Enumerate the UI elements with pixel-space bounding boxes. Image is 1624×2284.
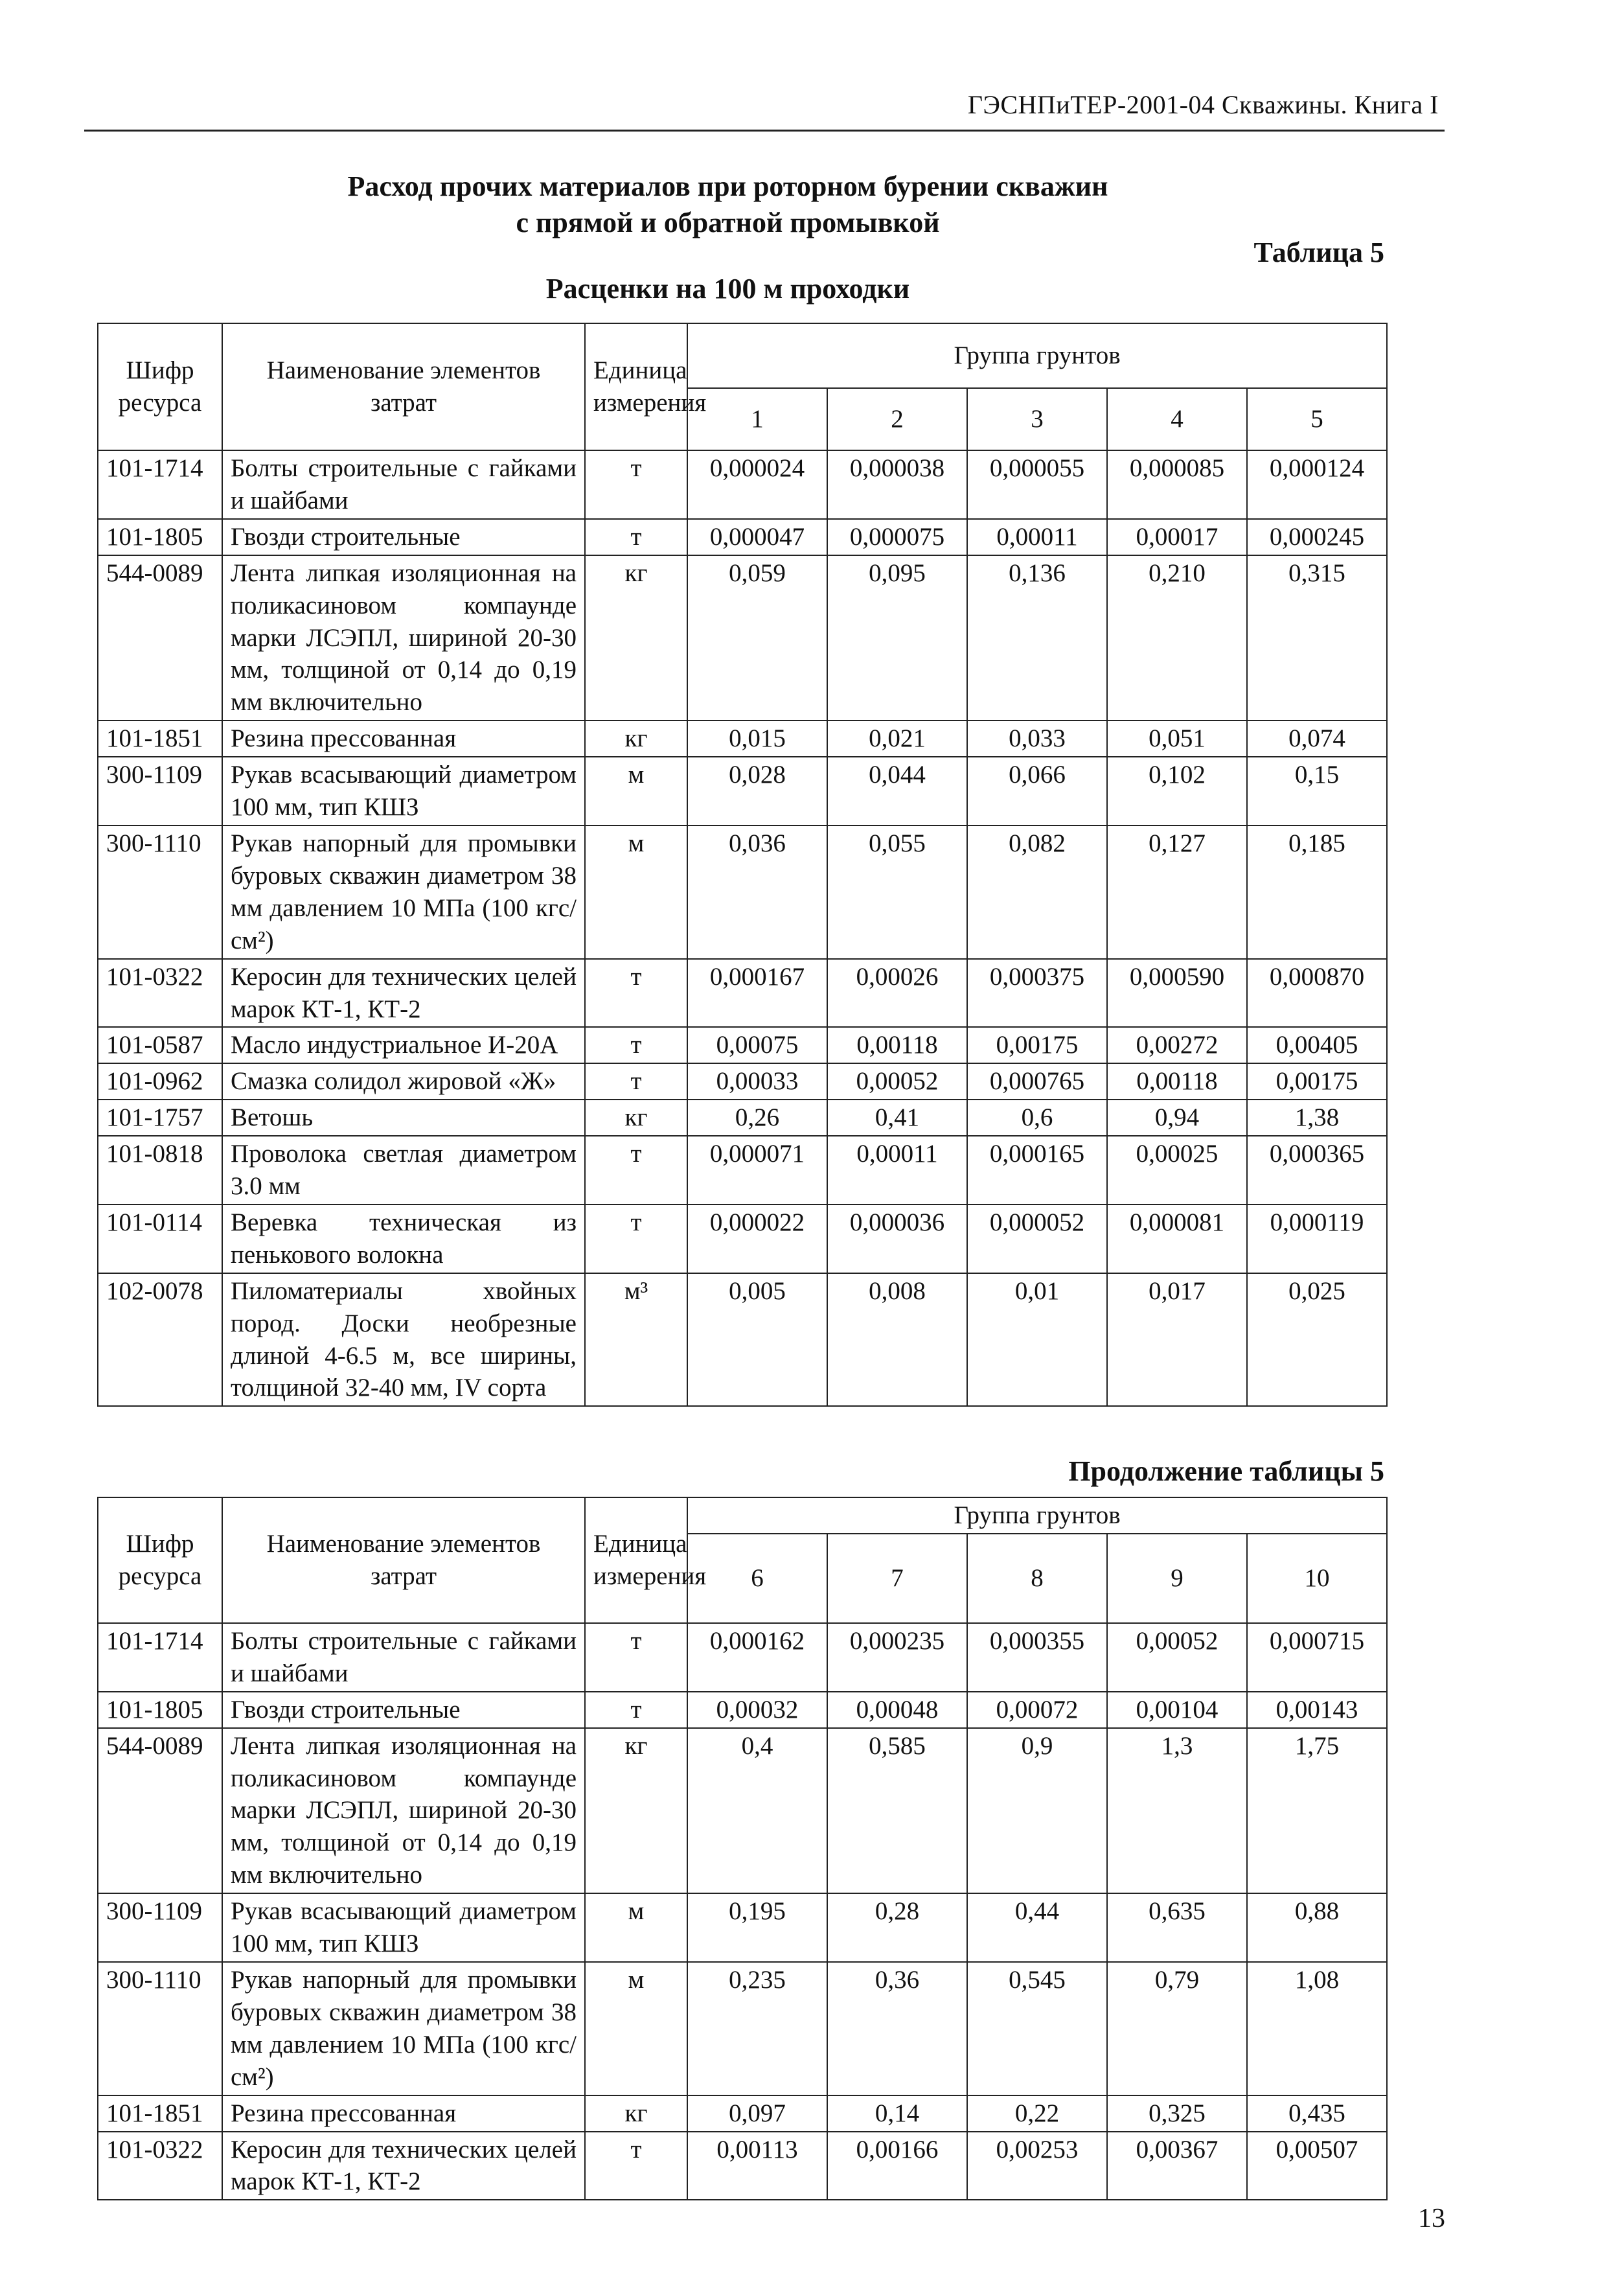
rate-value: 0,01 — [967, 1273, 1107, 1407]
table-row — [98, 555, 1387, 721]
unit-of-measure: т — [585, 1692, 687, 1728]
rate-value: 0,000075 — [827, 519, 967, 555]
resource-code: 300-1110 — [98, 825, 222, 959]
table-row — [98, 1027, 1387, 1063]
rate-value: 0,6 — [967, 1100, 1107, 1136]
rate-value: 0,000235 — [827, 1623, 967, 1692]
rate-value: 0,095 — [827, 555, 967, 721]
unit-of-measure: т — [585, 519, 687, 555]
unit-of-measure: т — [585, 1136, 687, 1205]
rate-value: 0,28 — [827, 1893, 967, 1962]
rate-value: 0,00025 — [1107, 1136, 1247, 1205]
page-title-line-1: Расход прочих материалов при роторном бурении скважин — [347, 170, 1108, 202]
rate-value: 0,028 — [687, 757, 827, 825]
rate-value: 0,00052 — [827, 1063, 967, 1100]
unit-of-measure: кг — [585, 1100, 687, 1136]
table-row — [98, 825, 1387, 959]
rate-value: 0,000022 — [687, 1205, 827, 1273]
rate-value: 0,008 — [827, 1273, 967, 1407]
header-group-1: 1 — [687, 388, 827, 450]
rate-value: 0,79 — [1107, 1962, 1247, 2095]
table-row — [98, 721, 1387, 757]
rate-value: 1,75 — [1247, 1728, 1387, 1894]
resource-code: 101-0587 — [98, 1027, 222, 1063]
rate-value: 0,00113 — [687, 2132, 827, 2200]
rate-value: 0,00507 — [1247, 2132, 1387, 2200]
rate-value: 0,000047 — [687, 519, 827, 555]
rate-value: 0,033 — [967, 721, 1107, 757]
continuation-label: Продолжение таблицы 5 — [1068, 1455, 1384, 1487]
rate-value: 0,00272 — [1107, 1027, 1247, 1063]
rate-value: 0,9 — [967, 1728, 1107, 1894]
element-name: Ветошь — [222, 1100, 585, 1136]
element-name: Рукав напорный для промывки буровых скважин диаметром 38 мм давлением 10 МПа (100 кгс/см²) — [222, 1962, 585, 2095]
rate-value: 0,127 — [1107, 825, 1247, 959]
resource-code: 544-0089 — [98, 1728, 222, 1894]
element-name: Веревка техническая из пенькового волокна — [222, 1205, 585, 1273]
rate-value: 0,025 — [1247, 1273, 1387, 1407]
rate-value: 0,082 — [967, 825, 1107, 959]
header-group-5: 5 — [1247, 388, 1387, 450]
unit-of-measure: м — [585, 757, 687, 825]
resource-code: 101-1851 — [98, 2095, 222, 2132]
rate-value: 0,185 — [1247, 825, 1387, 959]
rate-value: 0,000036 — [827, 1205, 967, 1273]
element-name: Гвозди строительные — [222, 1692, 585, 1728]
header-group-4: 4 — [1107, 388, 1247, 450]
rate-value: 0,00011 — [967, 519, 1107, 555]
rate-value: 0,102 — [1107, 757, 1247, 825]
rate-value: 0,074 — [1247, 721, 1387, 757]
element-name: Проволока светлая диаметром 3.0 мм — [222, 1136, 585, 1205]
unit-of-measure: т — [585, 1063, 687, 1100]
rate-value: 0,000052 — [967, 1205, 1107, 1273]
header-unit: Единица измерения — [585, 323, 687, 450]
element-name: Болты строительные с гайками и шайбами — [222, 450, 585, 519]
rate-value: 0,000165 — [967, 1136, 1107, 1205]
table-row — [98, 2095, 1387, 2132]
page-number: 13 — [1418, 2204, 1445, 2233]
table-row — [98, 1893, 1387, 1962]
rate-value: 0,015 — [687, 721, 827, 757]
unit-of-measure: т — [585, 450, 687, 519]
element-name: Резина прессованная — [222, 721, 585, 757]
rate-value: 0,00026 — [827, 959, 967, 1028]
header-group-8: 8 — [967, 1534, 1107, 1623]
rate-value: 0,00048 — [827, 1692, 967, 1728]
header-name: Наименование элементов затрат — [222, 323, 585, 450]
rate-value: 0,00033 — [687, 1063, 827, 1100]
unit-of-measure: т — [585, 1205, 687, 1273]
rate-value: 0,00143 — [1247, 1692, 1387, 1728]
rate-value: 0,235 — [687, 1962, 827, 2095]
rate-value: 0,00017 — [1107, 519, 1247, 555]
unit-of-measure: м³ — [585, 1273, 687, 1407]
resource-code: 300-1109 — [98, 1893, 222, 1962]
table-row — [98, 1692, 1387, 1728]
rate-value: 0,051 — [1107, 721, 1247, 757]
rate-value: 0,000024 — [687, 450, 827, 519]
element-name: Гвозди строительные — [222, 519, 585, 555]
unit-of-measure: кг — [585, 1728, 687, 1894]
element-name: Рукав напорный для промывки буровых скважин диаметром 38 мм давлением 10 МПа (100 кгс/см²) — [222, 825, 585, 959]
rate-value: 0,000167 — [687, 959, 827, 1028]
header-soil-group: Группа грунтов — [687, 1497, 1387, 1534]
rate-value: 0,036 — [687, 825, 827, 959]
resource-code: 101-1851 — [98, 721, 222, 757]
rate-value: 0,017 — [1107, 1273, 1247, 1407]
rate-value: 0,00032 — [687, 1692, 827, 1728]
table-row — [98, 1205, 1387, 1273]
rate-value: 0,000765 — [967, 1063, 1107, 1100]
rate-value: 0,635 — [1107, 1893, 1247, 1962]
header-group-7: 7 — [827, 1534, 967, 1623]
rate-value: 1,38 — [1247, 1100, 1387, 1136]
resource-code: 102-0078 — [98, 1273, 222, 1407]
rate-value: 0,195 — [687, 1893, 827, 1962]
resource-code: 101-0818 — [98, 1136, 222, 1205]
header-group-2: 2 — [827, 388, 967, 450]
rate-value: 0,000085 — [1107, 450, 1247, 519]
rate-value: 0,000870 — [1247, 959, 1387, 1028]
rate-value: 0,000245 — [1247, 519, 1387, 555]
table-row — [98, 519, 1387, 555]
rate-value: 0,00118 — [827, 1027, 967, 1063]
resource-code: 101-1805 — [98, 1692, 222, 1728]
resource-code: 101-1757 — [98, 1100, 222, 1136]
resource-code: 300-1109 — [98, 757, 222, 825]
rate-value: 0,325 — [1107, 2095, 1247, 2132]
rate-value: 0,00118 — [1107, 1063, 1247, 1100]
rate-value: 0,000081 — [1107, 1205, 1247, 1273]
table-row — [98, 757, 1387, 825]
rate-value: 0,00166 — [827, 2132, 967, 2200]
table-row — [98, 1100, 1387, 1136]
element-name: Пиломатериалы хвойных пород. Доски необрезные длиной 4-6.5 м, все ширины, толщиной 32-40 мм, IV сорта — [222, 1273, 585, 1407]
rate-value: 0,136 — [967, 555, 1107, 721]
rate-value: 0,00175 — [967, 1027, 1107, 1063]
rate-value: 0,22 — [967, 2095, 1107, 2132]
header-group-10: 10 — [1247, 1534, 1387, 1623]
element-name: Рукав всасывающий диаметром 100 мм, тип КШЗ — [222, 1893, 585, 1962]
table-row — [98, 1623, 1387, 1692]
rate-value: 0,000119 — [1247, 1205, 1387, 1273]
element-name: Рукав всасывающий диаметром 100 мм, тип КШЗ — [222, 757, 585, 825]
rate-value: 0,00405 — [1247, 1027, 1387, 1063]
rate-value: 0,00253 — [967, 2132, 1107, 2200]
rate-value: 0,000365 — [1247, 1136, 1387, 1205]
rate-value: 0,210 — [1107, 555, 1247, 721]
header-name: Наименование элементов затрат — [222, 1497, 585, 1623]
resource-code: 544-0089 — [98, 555, 222, 721]
resource-code: 101-1714 — [98, 1623, 222, 1692]
rate-value: 0,00104 — [1107, 1692, 1247, 1728]
rate-value: 0,059 — [687, 555, 827, 721]
resource-code: 101-0322 — [98, 2132, 222, 2200]
element-name: Масло индустриальное И-20А — [222, 1027, 585, 1063]
header-group-3: 3 — [967, 388, 1107, 450]
rate-value: 0,000071 — [687, 1136, 827, 1205]
rate-value: 0,000355 — [967, 1623, 1107, 1692]
rate-value: 0,315 — [1247, 555, 1387, 721]
resource-code: 101-1714 — [98, 450, 222, 519]
rate-value: 0,585 — [827, 1728, 967, 1894]
table-row — [98, 2132, 1387, 2200]
header-code: Шифр ресурса — [98, 1497, 222, 1623]
rate-value: 0,00075 — [687, 1027, 827, 1063]
unit-of-measure: м — [585, 1893, 687, 1962]
rate-value: 0,066 — [967, 757, 1107, 825]
element-name: Резина прессованная — [222, 2095, 585, 2132]
header-group-9: 9 — [1107, 1534, 1247, 1623]
rate-value: 0,005 — [687, 1273, 827, 1407]
table-row — [98, 959, 1387, 1028]
rate-value: 0,435 — [1247, 2095, 1387, 2132]
unit-of-measure: кг — [585, 2095, 687, 2132]
header-rule — [84, 130, 1445, 132]
element-name: Лента липкая изоляционная на поликасиновом компаунде марки ЛСЭПЛ, шириной 20-30 мм, толщиной от 0,14 до 0,19 мм включительно — [222, 1728, 585, 1894]
resource-code: 101-0962 — [98, 1063, 222, 1100]
unit-of-measure: т — [585, 2132, 687, 2200]
rate-value: 0,000715 — [1247, 1623, 1387, 1692]
rate-value: 0,00011 — [827, 1136, 967, 1205]
unit-of-measure: т — [585, 959, 687, 1028]
table-row — [98, 1273, 1387, 1407]
rate-value: 0,36 — [827, 1962, 967, 2095]
unit-of-measure: т — [585, 1623, 687, 1692]
element-name: Лента липкая изоляционная на поликасиновом компаунде марки ЛСЭПЛ, шириной 20-30 мм, толщиной от 0,14 до 0,19 мм включительно — [222, 555, 585, 721]
rate-value: 0,000590 — [1107, 959, 1247, 1028]
rate-value: 0,88 — [1247, 1893, 1387, 1962]
page-title-line-2: с прямой и обратной промывкой — [516, 207, 940, 238]
rate-value: 0,26 — [687, 1100, 827, 1136]
rate-value: 0,545 — [967, 1962, 1107, 2095]
unit-of-measure: кг — [585, 555, 687, 721]
rate-value: 0,41 — [827, 1100, 967, 1136]
rate-value: 0,021 — [827, 721, 967, 757]
unit-of-measure: м — [585, 1962, 687, 2095]
header-code: Шифр ресурса — [98, 323, 222, 450]
resource-code: 101-1805 — [98, 519, 222, 555]
rate-value: 0,4 — [687, 1728, 827, 1894]
rate-value: 0,000038 — [827, 450, 967, 519]
materials-table-groups-1-5 — [97, 323, 1388, 1407]
element-name: Керосин для технических целей марок КТ-1, КТ-2 — [222, 959, 585, 1028]
table-label: Таблица 5 — [1253, 236, 1384, 268]
rate-value: 0,055 — [827, 825, 967, 959]
materials-table-groups-6-10 — [97, 1497, 1388, 2200]
unit-of-measure: т — [585, 1027, 687, 1063]
rate-value: 0,000375 — [967, 959, 1107, 1028]
rate-value: 0,00175 — [1247, 1063, 1387, 1100]
rate-value: 0,000124 — [1247, 450, 1387, 519]
rate-value: 0,000162 — [687, 1623, 827, 1692]
rate-value: 0,000055 — [967, 450, 1107, 519]
rate-value: 0,14 — [827, 2095, 967, 2132]
header-soil-group: Группа грунтов — [687, 323, 1387, 388]
rate-value: 0,44 — [967, 1893, 1107, 1962]
table-subtitle: Расценки на 100 м проходки — [545, 273, 910, 305]
running-header: ГЭСНПиТЕР-2001-04 Скважины. Книга I — [967, 90, 1439, 119]
unit-of-measure: м — [585, 825, 687, 959]
table-row — [98, 1136, 1387, 1205]
rate-value: 0,00052 — [1107, 1623, 1247, 1692]
rate-value: 0,097 — [687, 2095, 827, 2132]
element-name: Керосин для технических целей марок КТ-1, КТ-2 — [222, 2132, 585, 2200]
rate-value: 0,94 — [1107, 1100, 1247, 1136]
rate-value: 1,08 — [1247, 1962, 1387, 2095]
rate-value: 0,00367 — [1107, 2132, 1247, 2200]
table-row — [98, 1063, 1387, 1100]
resource-code: 101-0114 — [98, 1205, 222, 1273]
resource-code: 101-0322 — [98, 959, 222, 1028]
resource-code: 300-1110 — [98, 1962, 222, 2095]
table-row — [98, 450, 1387, 519]
header-group-6: 6 — [687, 1534, 827, 1623]
table-row — [98, 1962, 1387, 2095]
rate-value: 0,044 — [827, 757, 967, 825]
rate-value: 0,00072 — [967, 1692, 1107, 1728]
unit-of-measure: кг — [585, 721, 687, 757]
rate-value: 1,3 — [1107, 1728, 1247, 1894]
rate-value: 0,15 — [1247, 757, 1387, 825]
header-unit: Единица измерения — [585, 1497, 687, 1623]
element-name: Смазка солидол жировой «Ж» — [222, 1063, 585, 1100]
element-name: Болты строительные с гайками и шайбами — [222, 1623, 585, 1692]
table-row — [98, 1728, 1387, 1894]
